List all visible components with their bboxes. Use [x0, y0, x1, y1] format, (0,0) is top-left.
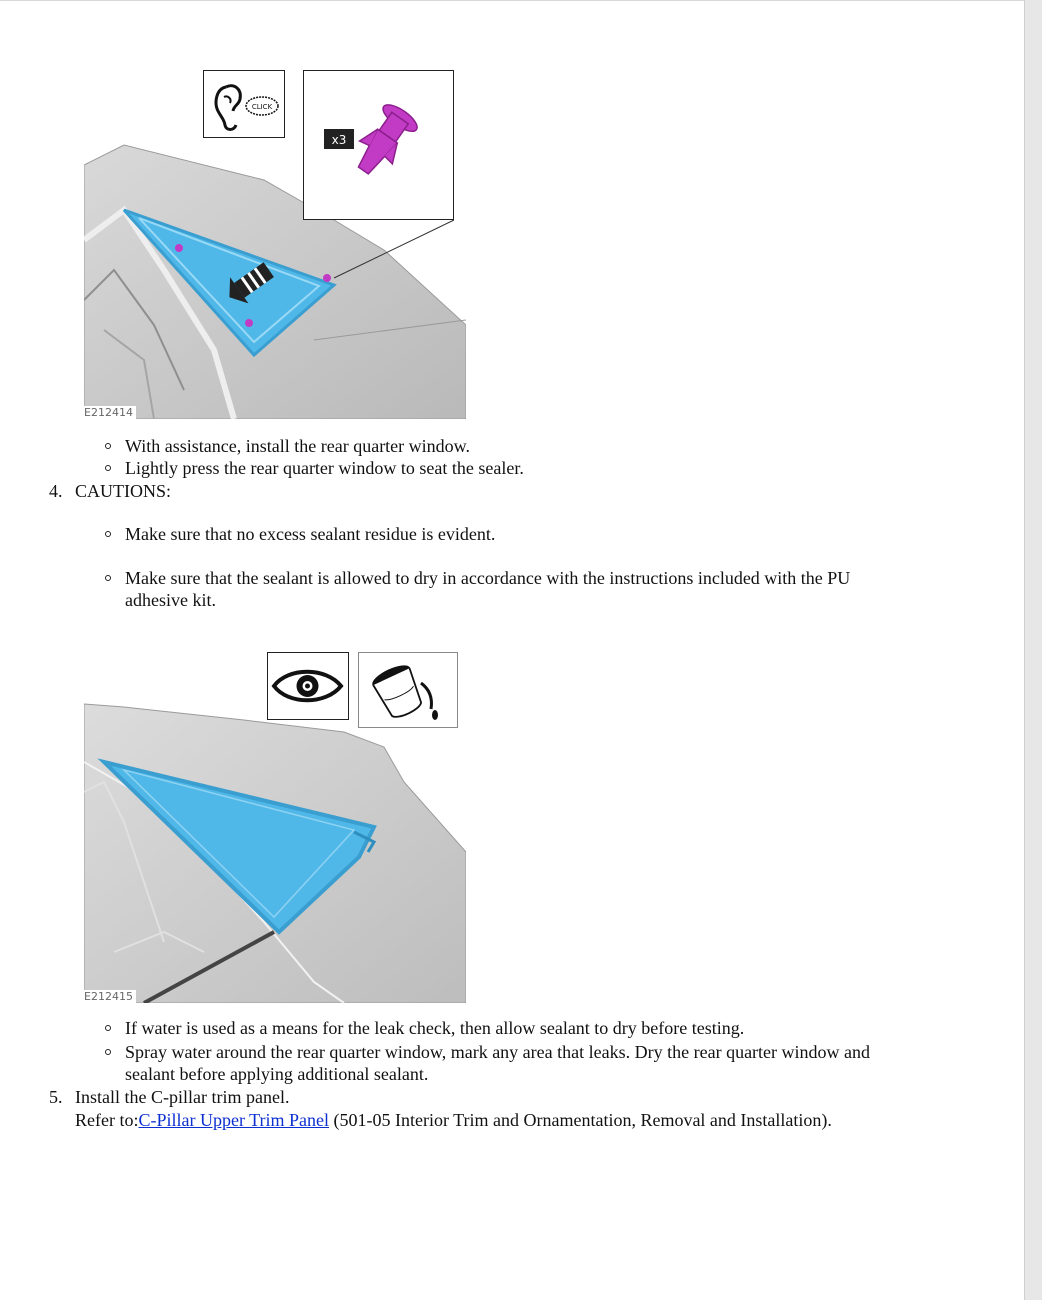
- ear-click-icon: [203, 70, 285, 138]
- page-scroll-edge: [1024, 0, 1042, 1300]
- refer-suffix: (501-05 Interior Trim and Ornamentation, Removal and Installation).: [329, 1110, 832, 1130]
- step-title: Install the C-pillar trim panel.: [75, 1087, 290, 1107]
- bullet-marker: [105, 465, 111, 471]
- c-pillar-trim-panel-link[interactable]: C-Pillar Upper Trim Panel: [138, 1110, 329, 1130]
- step-title: CAUTIONS:: [75, 481, 172, 501]
- caution-text: Make sure that no excess sealant residue is evident.: [125, 524, 496, 544]
- leak-check-text: sealant before applying additional sealant.: [125, 1064, 429, 1084]
- instruction-text: With assistance, install the rear quarter window.: [125, 436, 470, 456]
- instruction-text: Lightly press the rear quarter window to seat the sealer.: [125, 458, 524, 478]
- sealant-can-icon: [358, 652, 458, 728]
- refer-prefix: Refer to:: [75, 1110, 139, 1130]
- leak-check-text: Spray water around the rear quarter window, mark any area that leaks. Dry the rear quarter window and: [125, 1042, 871, 1062]
- caution-text: Make sure that the sealant is allowed to dry in accordance with the instructions included with the PU: [125, 568, 851, 588]
- figure-id-label: E212415: [84, 990, 136, 1003]
- svg-text:CLICK: CLICK: [251, 103, 273, 111]
- bullet-marker: [105, 443, 111, 449]
- caution-text: adhesive kit.: [125, 590, 216, 610]
- step-number: 5.: [49, 1087, 63, 1107]
- leak-check-text: If water is used as a means for the leak check, then allow sealant to dry before testing.: [125, 1018, 745, 1038]
- figure-install-quarter-window: [84, 70, 466, 419]
- push-clip-icon: [303, 70, 454, 220]
- svg-text:x3: x3: [331, 133, 347, 147]
- bullet-marker: [105, 575, 111, 581]
- reference-line: [75, 1109, 832, 1131]
- bullet-marker: [105, 1049, 111, 1055]
- step-number: 4.: [49, 481, 63, 501]
- eye-icon: [267, 652, 349, 720]
- bullet-marker: [105, 1025, 111, 1031]
- figure-id-label: E212414: [84, 406, 136, 419]
- bullet-marker: [105, 531, 111, 537]
- page-top-edge: [0, 0, 1025, 1]
- figure-leak-check: [84, 652, 466, 1003]
